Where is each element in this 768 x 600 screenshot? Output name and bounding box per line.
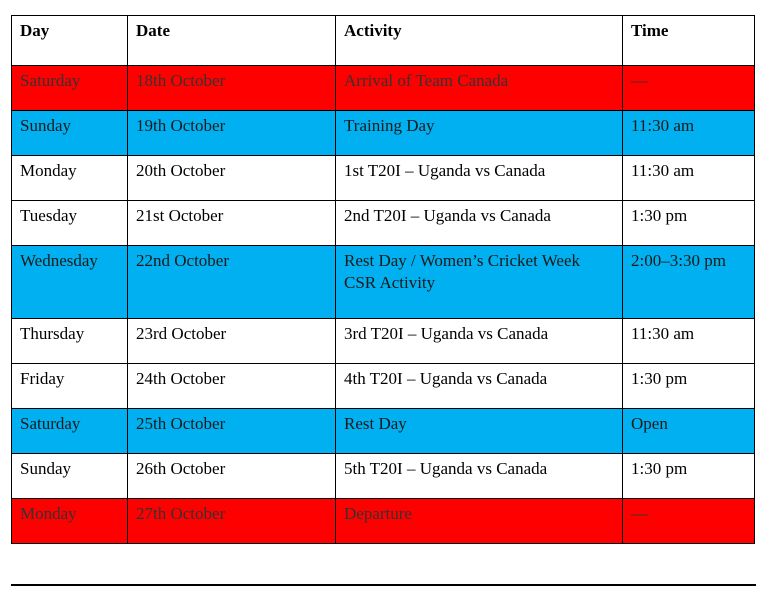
activity-cell: 5th T20I – Uganda vs Canada [336,454,623,499]
time-cell: 1:30 pm [623,454,755,499]
activity-cell: 1st T20I – Uganda vs Canada [336,156,623,201]
header-date: Date [128,16,336,66]
activity-cell: Arrival of Team Canada [336,66,623,111]
table-row [12,201,755,246]
time-cell: 11:30 am [623,319,755,364]
time-cell: — [623,499,755,544]
header-time: Time [623,16,755,66]
date-cell: 20th October [128,156,336,201]
time-cell: 11:30 am [623,111,755,156]
date-cell: 27th October [128,499,336,544]
day-cell: Saturday [12,66,128,111]
time-cell: — [623,66,755,111]
table-row [12,246,755,319]
time-cell: 11:30 am [623,156,755,201]
date-cell: 22nd October [128,246,336,319]
day-cell: Sunday [12,111,128,156]
header-activity: Activity [336,16,623,66]
day-cell: Monday [12,156,128,201]
activity-cell: 4th T20I – Uganda vs Canada [336,364,623,409]
header-day: Day [12,16,128,66]
table-row [12,319,755,364]
date-cell: 23rd October [128,319,336,364]
time-cell: 2:00–3:30 pm [623,246,755,319]
day-cell: Friday [12,364,128,409]
day-cell: Thursday [12,319,128,364]
date-cell: 21st October [128,201,336,246]
table-row [12,409,755,454]
bottom-rule [11,584,756,586]
date-cell: 19th October [128,111,336,156]
activity-cell: Rest Day [336,409,623,454]
schedule-table [11,15,755,544]
activity-cell: Training Day [336,111,623,156]
day-cell: Saturday [12,409,128,454]
table-row [12,111,755,156]
time-cell: 1:30 pm [623,364,755,409]
day-cell: Wednesday [12,246,128,319]
time-cell: Open [623,409,755,454]
day-cell: Tuesday [12,201,128,246]
day-cell: Monday [12,499,128,544]
time-cell: 1:30 pm [623,201,755,246]
header-row [12,16,755,66]
date-cell: 25th October [128,409,336,454]
table-row [12,364,755,409]
date-cell: 24th October [128,364,336,409]
table-row [12,454,755,499]
date-cell: 18th October [128,66,336,111]
activity-cell: 3rd T20I – Uganda vs Canada [336,319,623,364]
table-row [12,499,755,544]
table-row [12,156,755,201]
day-cell: Sunday [12,454,128,499]
activity-cell: Rest Day / Women’s Cricket Week CSR Activity [336,246,623,319]
date-cell: 26th October [128,454,336,499]
activity-cell: 2nd T20I – Uganda vs Canada [336,201,623,246]
activity-cell: Departure [336,499,623,544]
table-row [12,66,755,111]
